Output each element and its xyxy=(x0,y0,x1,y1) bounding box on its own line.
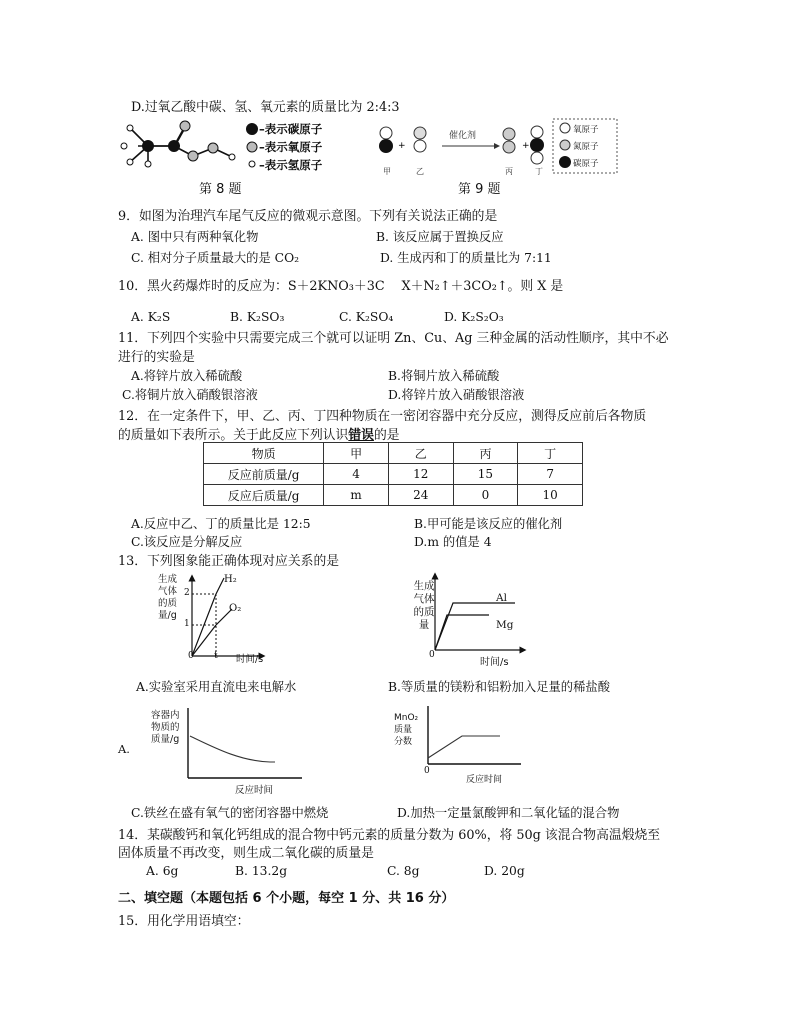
q14-option-b: B. 13.2g xyxy=(235,864,288,878)
table-row xyxy=(204,485,583,506)
q14-option-d: D. 20g xyxy=(484,864,525,878)
table-cell: 12 xyxy=(388,464,453,485)
q13-graph-a-ylabel: 生成 气体 的质 量/g xyxy=(158,574,178,621)
q11-option-a: A.将锌片放入稀硫酸 xyxy=(131,369,243,383)
table-cell: 乙 xyxy=(388,443,453,464)
q13-graph-b-origin: 0 xyxy=(429,650,435,660)
q10-option-d: D. K₂S₂O₃ xyxy=(444,310,504,324)
table-cell: 15 xyxy=(453,464,518,485)
section-2-heading: 二、填空题（本题包括 6 个小题，每空 1 分、共 16 分） xyxy=(118,891,455,906)
table-cell: 24 xyxy=(388,485,453,506)
table-cell: 4 xyxy=(324,464,389,485)
q8-legend-hydrogen: –表示氢原子 xyxy=(259,158,323,172)
q9-stem: 9．如图为治理汽车尾气反应的微观示意图。下列有关说法正确的是 xyxy=(118,209,498,224)
table-cell: 0 xyxy=(453,485,518,506)
q14-option-c: C. 8g xyxy=(387,864,420,878)
table-cell: 反应后质量/g xyxy=(204,485,324,506)
q13-graph-d xyxy=(418,704,523,772)
table-header-row xyxy=(204,443,583,464)
q12-mass-table xyxy=(203,442,583,506)
q14-stem-line1: 14．某碳酸钙和氧化钙组成的混合物中钙元素的质量分数为 60%，将 50g 该混合物高温煅烧至 xyxy=(118,828,661,843)
q9-legend-carbon: 碳原子 xyxy=(573,159,599,169)
svg-text:+: + xyxy=(398,141,406,151)
q13-graph-c-prefix: A. xyxy=(118,742,130,756)
q13-stem: 13．下列图象能正确体现对应关系的是 xyxy=(118,554,340,569)
q13-graph-c xyxy=(180,706,305,786)
q9-legend-nitrogen: 氮原子 xyxy=(573,142,599,152)
q13-graph-a-ytick-2: 2 xyxy=(184,588,190,598)
q13-option-c: C.铁丝在盛有氧气的密闭容器中燃烧 xyxy=(131,806,329,820)
q13-graph-b-ylabel: 生成 气体 的质 量 xyxy=(413,580,435,631)
q10-stem: 10．黑火药爆炸时的反应为：S＋2KNO₃＋3C X＋N₂↑＋3CO₂↑。则 X 是 xyxy=(118,279,564,294)
q8-legend-carbon: –表示碳原子 xyxy=(259,122,323,136)
q12-stem-line1: 12．在一定条件下，甲、乙、丙、丁四种物质在一密闭容器中充分反应，测得反应前后各物质 xyxy=(118,409,647,424)
table-cell: 物质 xyxy=(204,443,324,464)
q9-option-d: D. 生成丙和丁的质量比为 7:11 xyxy=(380,251,552,265)
q14-option-a: A. 6g xyxy=(146,864,179,878)
q13-graph-b-xlabel: 时间/s xyxy=(480,657,509,668)
q11-stem-line2: 进行的实验是 xyxy=(118,350,195,365)
q13-graph-d-ylabel: MnO₂ 质量 分数 xyxy=(394,713,419,747)
q13-option-a: A.实验室采用直流电来电解水 xyxy=(136,680,297,694)
table-row xyxy=(204,464,583,485)
q13-graph-a-xlabel: 时间/s xyxy=(236,654,264,665)
q9-caption: 第 9 题 xyxy=(458,182,501,197)
q13-graph-c-ylabel: 容器内 物质的 质量/g xyxy=(151,710,180,745)
q13-graph-d-origin: 0 xyxy=(424,766,430,776)
table-cell: 甲 xyxy=(324,443,389,464)
q11-stem-line1: 11．下列四个实验中只需要完成三个就可以证明 Zn、Cu、Ag 三种金属的活动性顺序，其中不必 xyxy=(118,331,669,346)
q13-graph-c-xlabel: 反应时间 xyxy=(235,785,274,796)
q11-option-c: C.将铜片放入硝酸银溶液 xyxy=(122,388,258,402)
table-cell: 反应前质量/g xyxy=(204,464,324,485)
table-cell: 10 xyxy=(518,485,583,506)
q12-stem-line2: 的质量如下表所示。关于此反应下列认识错误的是 xyxy=(118,428,400,443)
table-cell: 丙 xyxy=(453,443,518,464)
q13-graph-a-line-h2: H₂ xyxy=(224,574,237,585)
q12-emphasis: 错误 xyxy=(348,428,374,443)
q10-option-c: C. K₂SO₄ xyxy=(339,310,394,324)
q9-legend-oxygen: 氧原子 xyxy=(573,125,599,135)
q9-label-ding: 丁 xyxy=(535,167,543,176)
q13-option-d: D.加热一定量氯酸钾和二氧化锰的混合物 xyxy=(397,806,620,820)
q9-label-yi: 乙 xyxy=(416,167,424,176)
q12-option-d: D.m 的值是 4 xyxy=(414,535,492,549)
table-cell: 7 xyxy=(518,464,583,485)
q8-option-d: D.过氧乙酸中碳、氢、氧元素的质量比为 2:4:3 xyxy=(131,100,400,115)
q11-option-d: D.将锌片放入硝酸银溶液 xyxy=(388,388,525,402)
q9-label-bing: 丙 xyxy=(505,167,513,176)
q10-option-b: B. K₂SO₃ xyxy=(230,310,285,324)
q13-option-b: B.等质量的镁粉和铝粉加入足量的稀盐酸 xyxy=(388,680,610,694)
q9-label-jia: 甲 xyxy=(383,167,391,176)
q13-graph-a-origin: 0 xyxy=(188,651,194,661)
q13-graph-d-xlabel: 反应时间 xyxy=(466,775,503,785)
table-cell: m xyxy=(324,485,389,506)
q9-option-b: B. 该反应属于置换反应 xyxy=(376,230,504,244)
q12-option-c: C.该反应是分解反应 xyxy=(131,535,243,549)
q9-catalyst-label: 催化剂 xyxy=(449,131,477,141)
q14-stem-line2: 固体质量不再改变，则生成二氧化碳的质量是 xyxy=(118,846,374,861)
q8-caption: 第 8 题 xyxy=(199,182,242,197)
q13-graph-b-line-al: Al xyxy=(496,592,507,604)
table-cell: 丁 xyxy=(518,443,583,464)
q13-graph-a-line-o2: O₂ xyxy=(229,603,242,614)
q12-option-b: B.甲可能是该反应的催化剂 xyxy=(414,517,563,531)
q9-option-c: C. 相对分子质量最大的是 CO₂ xyxy=(131,251,300,265)
q11-option-b: B.将铜片放入稀硫酸 xyxy=(388,369,500,383)
q9-option-a: A. 图中只有两种氧化物 xyxy=(131,230,259,244)
q15-stem: 15．用化学用语填空： xyxy=(118,914,250,929)
q12-option-a: A.反应中乙、丁的质量比是 12:5 xyxy=(131,517,311,531)
q13-graph-a-xtick-t: t xyxy=(214,651,218,661)
q13-graph-a-ytick-1: 1 xyxy=(184,619,190,629)
q8-molecule-figure xyxy=(118,118,368,178)
svg-text:+: + xyxy=(522,141,530,151)
q13-graph-b-line-mg: Mg xyxy=(496,619,514,631)
q8-legend-oxygen: –表示氧原子 xyxy=(259,140,323,154)
q10-option-a: A. K₂S xyxy=(131,310,171,324)
